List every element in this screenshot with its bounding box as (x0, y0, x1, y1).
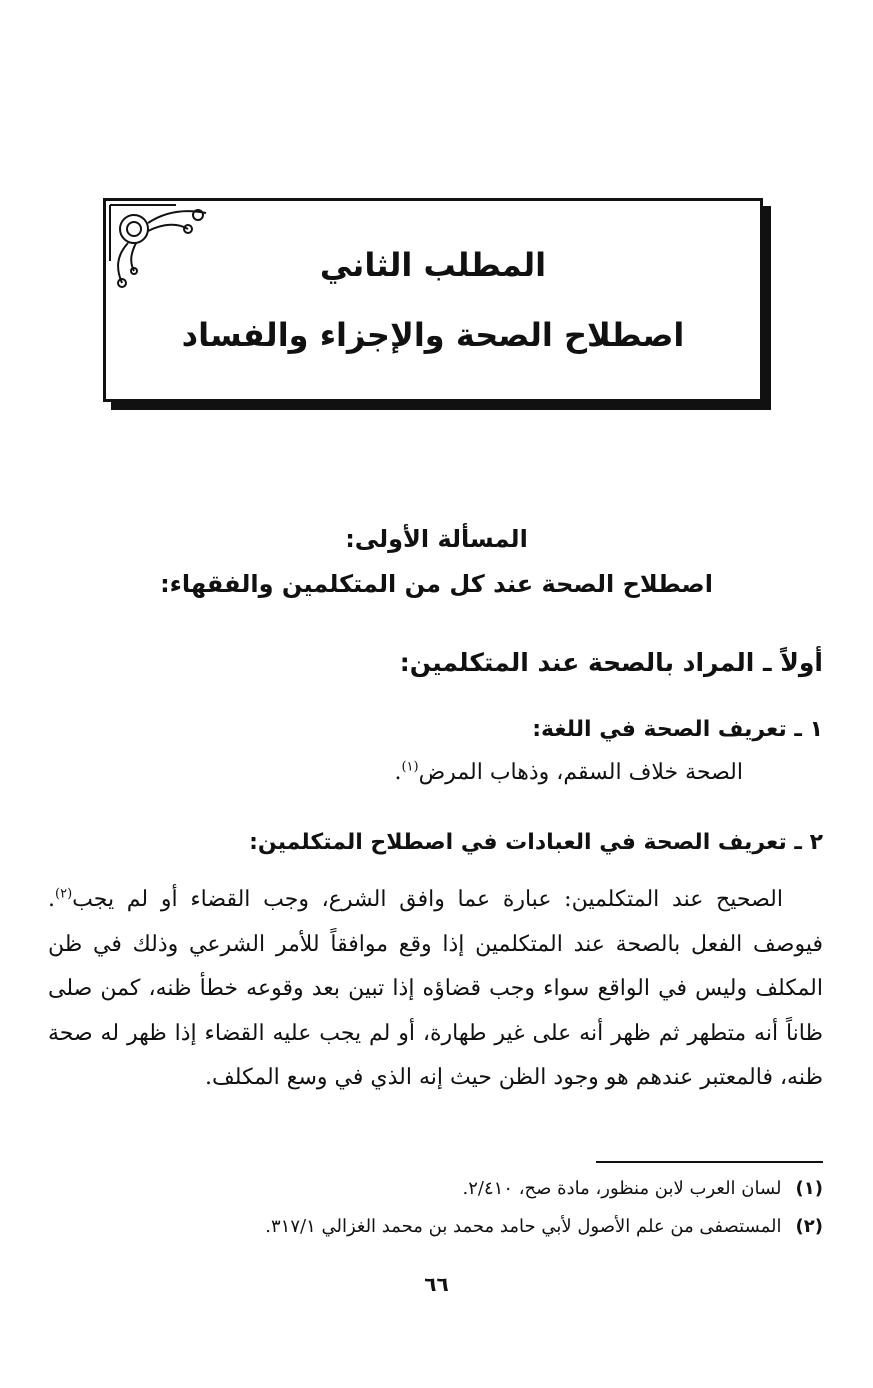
title-frame (103, 198, 763, 402)
term-definition-heading: ٢ ـ تعريف الصحة في العبادات في اصطلاح المتكلمين: (249, 830, 823, 855)
page-number: ٦٦ (424, 1272, 449, 1296)
footnote-divider (596, 1161, 823, 1163)
first-heading: أولاً ـ المراد بالصحة عند المتكلمين: (399, 648, 823, 677)
term-definition-part-b: . فيوصف الفعل بالصحة عند المتكلمين إذا وقع موافقاً للأمر الشرعي وذلك في ظن المكلف وليس في الواقع سواء وجب قضاؤه إذا تبين بعد وقوعه خطأ ظنه، كمن صلى ظاناً أنه متطهر ثم ظهر أنه على غير طهارة، أو لم يجب عليه القضاء إذا ظهر له صحة ظنه، فالمعتبر عندهم هو وجود الظن حيث إنه الذي في وسع المكلف. (48, 887, 823, 1090)
footnote-1-text: لسان العرب لابن منظور، مادة صح، ٢/٤١٠. (462, 1178, 782, 1199)
language-definition-end: . (394, 760, 402, 785)
section-subtitle: اصطلاح الصحة والإجزاء والفساد (181, 316, 685, 354)
issue-title: المسألة الأولى: (345, 525, 528, 553)
footnote-2-text: المستصفى من علم الأصول لأبي حامد محمد بن محمد الغزالي ٣١٧/١. (265, 1216, 782, 1237)
language-definition-heading: ١ ـ تعريف الصحة في اللغة: (532, 717, 823, 742)
term-definition-paragraph (48, 878, 823, 1101)
term-definition-part-a: الصحيح عند المتكلمين: عبارة عما وافق الشرع، وجب القضاء أو لم يجب (72, 887, 783, 912)
footnote-2 (265, 1216, 823, 1237)
language-definition-text (394, 760, 743, 785)
footnote-1-number: (١) (795, 1178, 823, 1199)
footnote-2-number: (٢) (795, 1216, 823, 1237)
language-definition-body: الصحة خلاف السقم، وذهاب المرض (418, 760, 743, 785)
issue-subtitle: اصطلاح الصحة عند كل من المتكلمين والفقهاء: (160, 570, 713, 598)
section-title: المطلب الثاني (319, 246, 547, 284)
footnote-1 (463, 1178, 823, 1199)
footnote-ref-2: (٢) (55, 886, 73, 902)
footnote-ref-1: (١) (401, 759, 419, 775)
